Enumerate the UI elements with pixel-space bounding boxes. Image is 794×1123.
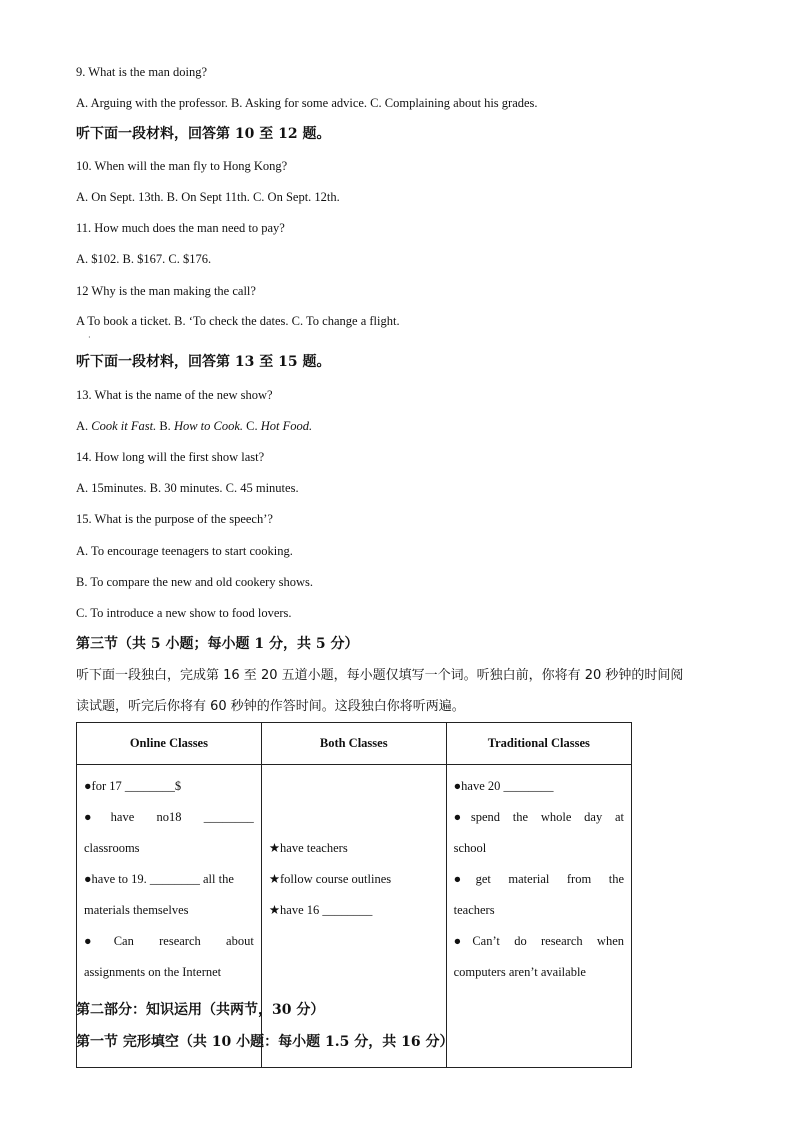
online-line-2: ●have no18 ________	[84, 810, 254, 824]
table-row	[77, 765, 632, 1068]
both-line-2: ★follow course outlines	[268, 872, 392, 886]
question-10: 10. When will the man fly to Hong Kong?	[76, 159, 288, 173]
traditional-line-4: ●get material from the	[453, 872, 624, 886]
question-13-options	[76, 418, 312, 434]
option-c-label: C.	[243, 419, 261, 433]
question-14: 14. How long will the first show last?	[76, 450, 265, 464]
question-12: 12 Why is the man making the call?	[76, 284, 256, 298]
online-line-5: materials themselves	[84, 903, 189, 917]
option-a-label: A.	[76, 419, 92, 433]
traditional-classes-cell	[446, 765, 631, 1068]
question-15-option-b: B. To compare the new and old cookery shows.	[76, 575, 314, 589]
question-11: 11. How much does the man need to pay?	[76, 221, 285, 235]
question-10-options: A. On Sept. 13th. B. On Sept 11th. C. On Sept. 12th.	[76, 190, 340, 204]
option-a-title: Cook it Fast.	[91, 419, 157, 433]
question-14-options: A. 15minutes. B. 30 minutes. C. 45 minutes.	[76, 481, 299, 495]
question-9-options: A. Arguing with the professor. B. Asking for some advice. C. Complaining about his grades.	[76, 96, 538, 110]
traditional-line-7: computers aren’t available	[453, 965, 586, 979]
traditional-line-6: ●Can’t do research when	[453, 934, 624, 948]
table-header-row	[77, 723, 632, 765]
traditional-line-3: school	[453, 841, 487, 855]
section-heading-13-15: 听下面一段材料，回答第 13 至 15 题。	[76, 354, 331, 370]
option-b-label: B.	[156, 419, 174, 433]
online-line-1: ●for 17 ________$	[84, 779, 182, 793]
question-13: 13. What is the name of the new show?	[76, 388, 273, 402]
traditional-line-2: ●spend the whole day at	[453, 810, 624, 824]
section-heading-10-12: 听下面一段材料，回答第 10 至 12 题。	[76, 126, 331, 142]
question-15-option-a: A. To encourage teenagers to start cooking.	[76, 544, 293, 558]
option-b-title: How to Cook.	[173, 419, 244, 433]
question-15-option-c: C. To introduce a new show to food lovers.	[76, 606, 292, 620]
question-15: 15. What is the purpose of the speech’?	[76, 512, 273, 526]
traditional-line-1: ●have 20 ________	[453, 779, 554, 793]
online-line-6: ●Can research about	[84, 934, 254, 948]
section-3-instruction-2: 读试题，听完后你将有 60 秒钟的作答时间。这段独白你将听两遍。	[76, 699, 465, 714]
online-line-7: assignments on the Internet	[84, 965, 222, 979]
header-online-classes: Online Classes	[77, 723, 262, 765]
section-3-instruction-1: 听下面一段独白，完成第 16 至 20 五道小题，每小题仅填写一个词。听独白前，你将有 20 秒钟的时间阅	[76, 668, 684, 683]
option-c-title: Hot Food.	[260, 419, 313, 433]
online-line-3: classrooms	[84, 841, 140, 855]
question-9: 9. What is the man doing?	[76, 65, 207, 79]
part-2-section-1-title: 第一节 完形填空（共 10 小题：每小题 1.5 分，共 16 分）	[76, 1034, 454, 1050]
stray-mark: ·	[88, 333, 91, 342]
question-11-options: A. $102. B. $167. C. $176.	[76, 252, 212, 266]
both-classes-cell	[261, 765, 446, 1068]
question-12-options: A To book a ticket. B. ‘To check the dates. C. To change a flight.	[76, 314, 400, 328]
online-line-4: ●have to 19. ________ all the	[84, 872, 234, 886]
online-classes-cell	[77, 765, 262, 1068]
header-traditional-classes: Traditional Classes	[446, 723, 631, 765]
both-line-1: ★have teachers	[268, 841, 348, 855]
header-both-classes: Both Classes	[261, 723, 446, 765]
both-line-3: ★have 16 ________	[268, 903, 373, 917]
traditional-line-5: teachers	[453, 903, 495, 917]
part-2-title: 第二部分：知识运用（共两节，30 分）	[76, 1002, 325, 1018]
section-3-title: 第三节（共 5 小题；每小题 1 分，共 5 分）	[76, 636, 359, 652]
